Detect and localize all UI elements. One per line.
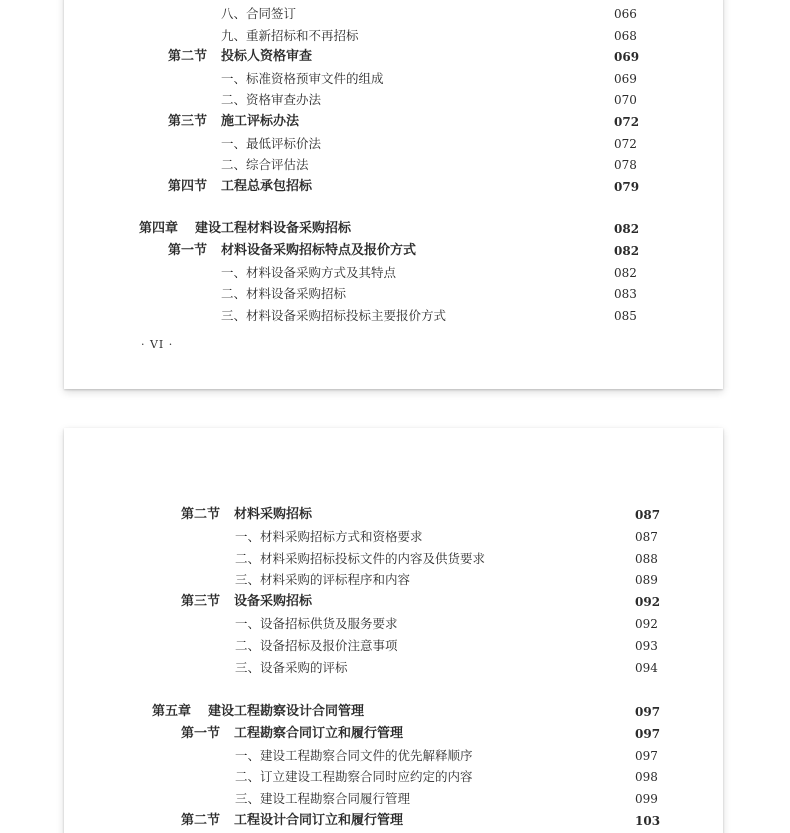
toc-chapter-text: 建设工程勘察设计合同管理 [208,703,365,719]
toc-section-text: 材料采购招标 [234,507,313,522]
toc-item-row [235,746,675,766]
toc-section-title [168,241,416,261]
toc-item-row [221,155,654,175]
toc-page-number: 082 [614,265,637,280]
toc-page-number: 066 [614,7,637,21]
toc-section-text: 设备采购招标 [234,594,313,610]
toc-page-number: 103 [635,813,661,828]
toc-item-title [235,767,473,787]
toc-page-number: 072 [614,115,640,129]
toc-item-row [221,263,654,283]
toc-item-title [235,570,410,590]
toc-section-number: 第二节 [181,812,221,828]
toc-section-number: 第二节 [168,49,208,65]
toc-item-title [221,26,359,46]
toc-page-number: 093 [635,638,658,653]
toc-item-text: 八、合同签订 [221,6,297,21]
toc-section-text: 材料设备采购招标特点及报价方式 [221,243,417,258]
toc-section-title [168,47,312,67]
toc-section-text: 施工评标办法 [221,114,300,129]
toc-item-title [235,614,398,634]
toc-item-title [221,263,396,283]
toc-page-number: 092 [635,617,658,631]
toc-item-title [221,4,296,24]
toc-section-row [168,47,654,67]
toc-page-number: 082 [614,244,640,258]
toc-section-title [181,505,312,525]
toc-section-number: 第三节 [181,594,221,610]
toc-item-row [235,658,675,678]
toc-item-row [221,69,654,89]
toc-section-title [168,112,299,132]
toc-item-text: 一、设备招标供货及服务要求 [235,616,398,631]
toc-section-row [181,724,675,744]
toc-page-number: 098 [635,770,658,785]
toc-item-row [235,527,675,547]
toc-page-number: 085 [614,308,637,323]
toc-page-number: 072 [614,136,637,151]
toc-page-number: 087 [635,529,658,544]
toc-chapter-row [139,219,654,239]
toc-section-title [181,811,403,831]
toc-page-lower [64,428,723,833]
toc-page-number: 092 [635,595,661,610]
toc-section-title [181,592,312,612]
toc-item-row [235,789,675,809]
toc-chapter-text: 建设工程材料设备采购招标 [195,221,352,237]
toc-page-number: 070 [614,93,637,108]
toc-page-number: 068 [614,28,637,43]
toc-chapter-row [152,702,675,722]
toc-item-text: 三、材料设备采购招标投标主要报价方式 [221,307,447,323]
toc-section-number: 第二节 [181,507,221,522]
toc-page-number: 069 [614,71,637,86]
toc-item-text: 二、设备招标及报价注意事项 [235,637,398,653]
toc-section-row [181,811,675,831]
toc-item-row [221,4,654,24]
toc-item-title [235,527,423,547]
toc-item-row [221,90,654,110]
toc-chapter-title [152,702,364,722]
toc-item-text: 一、材料设备采购方式及其特点 [221,264,397,280]
toc-item-row [221,306,654,326]
toc-chapter-number: 第四章 [139,221,179,237]
toc-page-upper [64,0,723,389]
toc-page-number: 078 [614,158,637,173]
toc-page-number: 097 [635,704,661,719]
toc-page-number: 069 [614,50,640,65]
toc-section-number: 第一节 [181,725,221,741]
toc-section-title [181,724,403,744]
toc-item-row [235,636,675,656]
toc-item-title [235,658,348,678]
toc-item-text: 二、综合评估法 [221,157,309,173]
toc-page-number: 087 [635,508,661,522]
toc-item-text: 二、资格审查办法 [221,92,322,108]
toc-section-text: 投标人资格审查 [221,49,313,65]
toc-chapter-title [139,219,351,239]
toc-item-title [221,155,309,175]
toc-item-row [221,134,654,154]
toc-item-title [221,284,346,304]
toc-item-row [221,284,654,304]
toc-item-text: 二、材料采购招标投标文件的内容及供货要求 [235,550,486,566]
toc-item-title [221,134,321,154]
toc-page-number: 099 [635,792,658,807]
toc-item-text: 一、材料采购招标方式和资格要求 [235,528,423,544]
toc-section-row [168,177,654,197]
toc-page-number: 094 [635,660,658,675]
toc-page-number: 088 [635,551,658,566]
toc-page-number: 082 [614,222,640,237]
toc-item-title [221,306,446,326]
toc-section-row [168,112,654,132]
toc-item-text: 三、材料采购的评标程序和内容 [235,572,411,588]
toc-item-row [235,570,675,590]
toc-item-title [221,90,321,110]
toc-page-number: 083 [614,287,637,302]
toc-section-row [181,505,675,525]
toc-page-number: 097 [635,726,661,741]
toc-section-text: 工程总承包招标 [221,178,313,194]
toc-chapter-number: 第五章 [152,703,192,719]
page-number-footer: · VI · [141,338,174,351]
toc-section-row [181,592,675,612]
toc-item-text: 二、材料设备采购招标 [221,286,347,302]
toc-item-text: 一、建设工程勘察合同文件的优先解释顺序 [235,747,473,763]
toc-section-row [168,241,654,261]
toc-page-number: 089 [635,573,658,588]
toc-section-number: 第一节 [168,243,208,258]
toc-item-title [235,746,473,766]
toc-page-number: 097 [635,748,658,763]
toc-item-text: 九、重新招标和不再招标 [221,27,359,43]
toc-item-title [235,549,485,569]
toc-section-number: 第四节 [168,178,208,194]
toc-item-row [235,549,675,569]
toc-section-number: 第三节 [168,114,208,129]
toc-page-number: 079 [614,179,640,194]
toc-item-text: 一、最低评标价法 [221,135,322,151]
toc-section-text: 工程勘察合同订立和履行管理 [234,725,404,741]
toc-item-title [235,789,410,809]
toc-item-title [235,636,398,656]
toc-item-row [221,26,654,46]
toc-item-row [235,767,675,787]
toc-item-text: 三、设备采购的评标 [235,659,348,675]
toc-item-title [221,69,384,89]
toc-item-text: 一、标准资格预审文件的组成 [221,70,384,86]
toc-item-text: 二、订立建设工程勘察合同时应约定的内容 [235,769,473,785]
toc-section-text: 工程设计合同订立和履行管理 [234,812,404,828]
toc-item-text: 三、建设工程勘察合同履行管理 [235,791,411,807]
toc-section-title [168,177,312,197]
toc-item-row [235,614,675,634]
